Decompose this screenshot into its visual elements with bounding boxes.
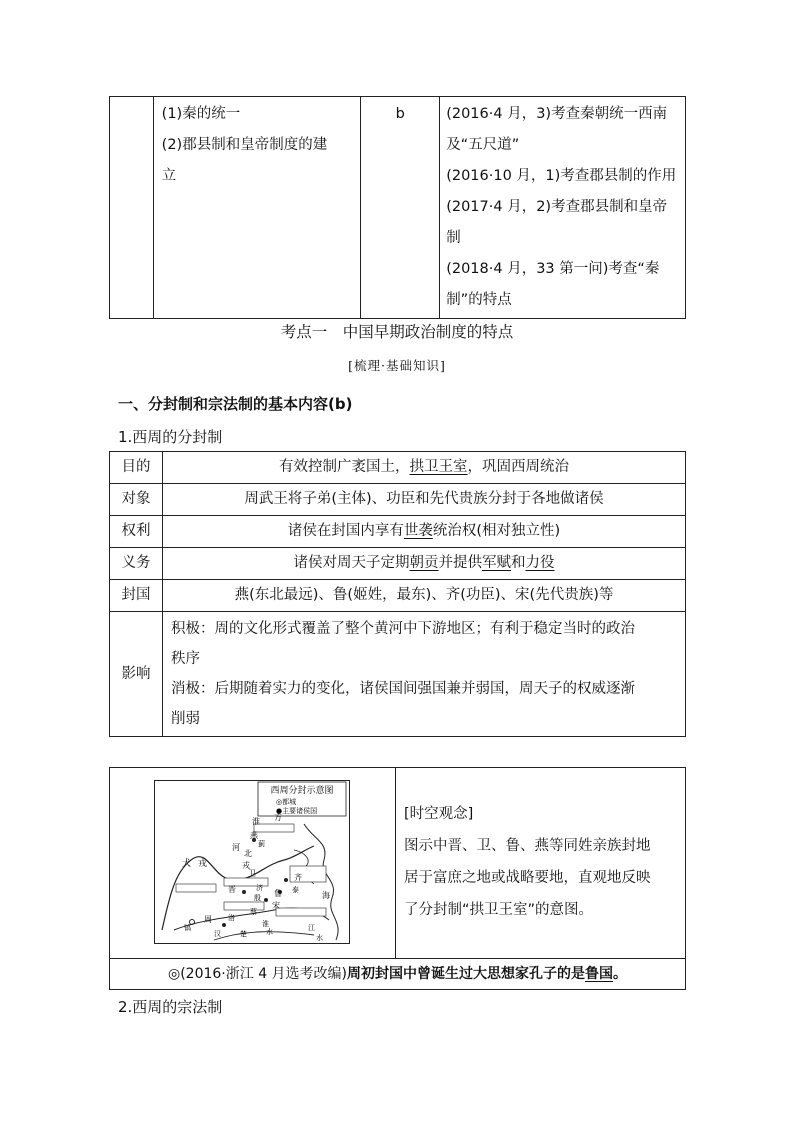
map-label: 方 bbox=[274, 813, 282, 822]
underlined-answer: 军赋 bbox=[482, 555, 511, 571]
underlined-answer: 力役 bbox=[525, 555, 555, 571]
row-value: 燕(东北最远)、鲁(姬姓，最东)、齐(功臣)、宋(先代贵族)等 bbox=[163, 580, 686, 612]
map-label: 燕 bbox=[250, 831, 258, 840]
explanation-label: [时空观念] bbox=[404, 806, 474, 822]
map-label: 淮 bbox=[262, 920, 269, 928]
exam-points-table bbox=[109, 96, 686, 319]
map-explanation-cell bbox=[396, 768, 686, 959]
underlined-answer: 世袭 bbox=[403, 523, 433, 539]
influence-line: 消极：后期随着实力的变化，诸侯国间强国兼并弱国，周天子的权威逐渐 bbox=[171, 681, 635, 697]
exam-record-line: (2018·4 月，33 第一问)考查“秦 bbox=[446, 261, 660, 277]
map-label: 淮 bbox=[252, 817, 260, 826]
row-key: 影响 bbox=[110, 612, 163, 737]
map-label: 泰 bbox=[292, 886, 299, 894]
map-label: 犬 bbox=[182, 859, 192, 869]
influence-line: 削弱 bbox=[171, 711, 200, 727]
influence-line: 秩序 bbox=[171, 651, 200, 667]
heading-1: 一、分封制和宗法制的基本内容(b) bbox=[118, 395, 353, 413]
table-row bbox=[110, 516, 686, 548]
row-key: 目的 bbox=[110, 452, 163, 484]
map-cell bbox=[110, 768, 396, 959]
row-value bbox=[163, 612, 686, 737]
map-label: 楚 bbox=[240, 930, 247, 938]
map-label: 洛 bbox=[228, 914, 235, 922]
map-label: 齐 bbox=[294, 873, 302, 882]
content-line: (1)秦的统一 bbox=[161, 106, 241, 122]
section-title: 考点一 中国早期政治制度的特点 bbox=[280, 323, 514, 341]
question-prefix: ◎(2016·浙江 4 月选考改编) bbox=[167, 966, 348, 982]
influence-line: 积极：周的文化形式覆盖了整个黄河中下游地区；有利于稳定当时的政治 bbox=[171, 621, 635, 637]
heading-3: 2.西周的宗法制 bbox=[118, 998, 223, 1016]
map-label: 戎 bbox=[198, 859, 208, 869]
exam-record-line: (2016·4 月，3)考查秦朝统一西南 bbox=[446, 106, 668, 122]
western-zhou-map bbox=[154, 780, 350, 944]
exam-record-line: 制”的特点 bbox=[446, 292, 512, 308]
table-row bbox=[110, 452, 686, 484]
map-label: 蓟 bbox=[258, 840, 265, 848]
exam-record-line: 制 bbox=[446, 230, 461, 246]
row-key: 权利 bbox=[110, 516, 163, 548]
map-label: 周 bbox=[204, 915, 212, 924]
exam-record-cell bbox=[440, 97, 686, 319]
map-title: 西周分封示意图 bbox=[270, 786, 334, 796]
row-value: 诸侯对周天子定期朝贡并提供军赋和力役 bbox=[163, 548, 686, 580]
table-row bbox=[110, 548, 686, 580]
legend-vassal: ●主要诸侯国 bbox=[276, 807, 318, 815]
map-label: 殷 bbox=[254, 894, 261, 902]
map-label: 戎 bbox=[242, 861, 250, 870]
map-label: 蔡 bbox=[250, 908, 257, 916]
section-subtitle: [梳理·基础知识] bbox=[348, 358, 446, 373]
map-label: 海 bbox=[322, 891, 330, 900]
map-label: 水 bbox=[266, 928, 273, 936]
row-value: 有效控制广袤国土，拱卫王室，巩固西周统治 bbox=[163, 452, 686, 484]
content-line: (2)郡县制和皇帝制度的建 bbox=[161, 137, 328, 153]
map-label: 镐 bbox=[184, 924, 191, 932]
map-label: 水 bbox=[316, 934, 323, 942]
fenfeng-table bbox=[109, 451, 686, 737]
map-label: 济 bbox=[256, 884, 263, 892]
exam-record-line: (2017·4 月，2)考查郡县制和皇帝 bbox=[446, 199, 668, 215]
row-value: 周武王将子弟(主体)、功臣和先代贵族分封于各地做诸侯 bbox=[163, 484, 686, 516]
explanation-line: 图示中晋、卫、鲁、燕等同姓亲族封地 bbox=[404, 838, 651, 854]
explanation-line: 了分封制“拱卫王室”的意图。 bbox=[404, 902, 594, 918]
underlined-answer: 朝贡 bbox=[409, 555, 439, 571]
explanation-line: 居于富庶之地或战略要地，直观地反映 bbox=[404, 870, 651, 886]
heading-2: 1.西周的分封制 bbox=[118, 428, 223, 446]
empty-cell bbox=[110, 97, 154, 319]
map-label: 河 bbox=[232, 843, 240, 852]
row-value: 诸侯在封国内享有世袭统治权(相对独立性) bbox=[163, 516, 686, 548]
content-cell bbox=[153, 97, 361, 319]
map-label: 汉 bbox=[214, 930, 221, 938]
legend-capital: ◎都城 bbox=[276, 798, 297, 806]
map-label: 宋 bbox=[272, 901, 280, 910]
map-label: 鲁 bbox=[274, 889, 282, 898]
row-key: 义务 bbox=[110, 548, 163, 580]
question-row: ◎(2016·浙江 4 月选考改编)周初封国中曾诞生过大思想家孔子的是鲁国。 bbox=[110, 959, 686, 990]
map-label: 晋 bbox=[228, 885, 236, 894]
exam-record-line: (2016·10 月，1)考查郡县制的作用 bbox=[446, 168, 677, 184]
exam-record-line: 及“五尺道” bbox=[446, 137, 520, 153]
map-label: 江 bbox=[308, 924, 315, 932]
map-label: 卫 bbox=[248, 869, 256, 878]
underlined-answer: 拱卫王室 bbox=[409, 459, 468, 475]
table-row bbox=[110, 580, 686, 612]
question-text: 周初封国中曾诞生过大思想家孔子的是 bbox=[347, 966, 586, 982]
map-label: 北 bbox=[244, 849, 252, 858]
map-box bbox=[109, 767, 686, 990]
table-row bbox=[110, 484, 686, 516]
question-answer: 鲁国 bbox=[585, 966, 614, 982]
row-key: 对象 bbox=[110, 484, 163, 516]
table-row bbox=[110, 612, 686, 737]
level-cell: b bbox=[361, 97, 440, 319]
content-line: 立 bbox=[161, 168, 177, 184]
row-key: 封国 bbox=[110, 580, 163, 612]
